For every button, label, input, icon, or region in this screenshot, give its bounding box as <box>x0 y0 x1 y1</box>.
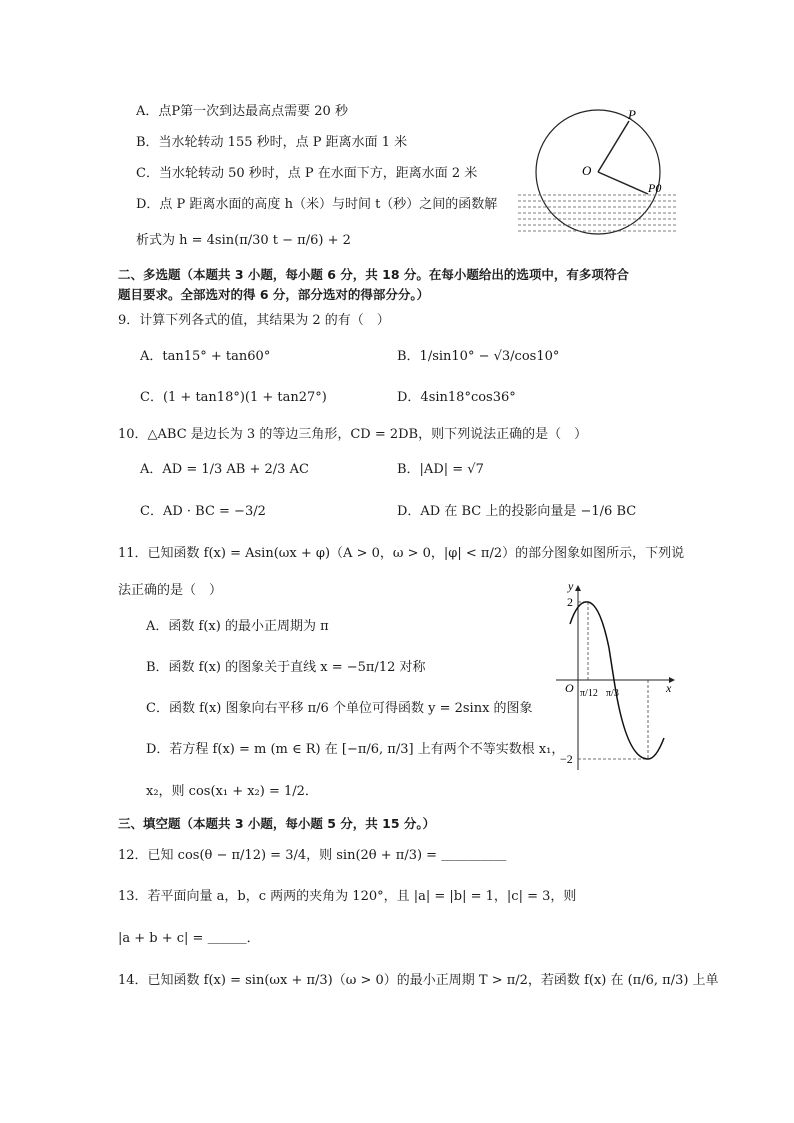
graph-y-label: y <box>568 579 574 593</box>
q8-option-d-line1: D．点 P 距离水面的高度 h（米）与时间 t（秒）之间的函数解 <box>136 197 498 212</box>
q10-option-b: B．|AD| = √7 <box>397 462 484 477</box>
q11-option-d-line2: x₂，则 cos(x₁ + x₂) = 1/2． <box>146 784 318 799</box>
q11-stem-line1: 11．已知函数 f(x) = Asin(ωx + φ)（A > 0，ω > 0，|φ| < π/2）的部分图象如图所示，下列说 <box>118 546 685 561</box>
water-wheel-figure <box>514 100 680 236</box>
q10-option-d: D．AD 在 BC 上的投影向量是 −1/6 BC <box>397 504 637 519</box>
q8-option-d-line2: 析式为 h = 4sin(π/30 t − π/6) + 2 <box>136 233 351 248</box>
graph-y-min: −2 <box>560 752 573 766</box>
q14-text: 14．已知函数 f(x) = sin(ωx + π/3)（ω > 0）的最小正周期 T > π/2，若函数 f(x) 在 (π/6, π/3) 上单 <box>118 973 719 988</box>
graph-tick-pi3: π/3 <box>606 688 619 699</box>
section2-title-line1: 二、多选题（本题共 3 小题，每小题 6 分，共 18 分。在每小题给出的选项中，有多项符合 <box>118 267 629 282</box>
q11-option-b: B．函数 f(x) 的图象关于直线 x = −5π/12 对称 <box>146 660 426 675</box>
q9-stem: 9．计算下列各式的值，其结果为 2 的有（ ） <box>118 313 390 328</box>
q10-stem: 10．△ABC 是边长为 3 的等边三角形，CD = 2DB，则下列说法正确的是（ ） <box>118 427 588 442</box>
q12-text: 12．已知 cos(θ − π/12) = 3/4，则 sin(2θ + π/3) = ＿＿＿＿＿ <box>118 848 507 863</box>
q9-option-b: B．1/sin10° − √3/cos10° <box>397 349 560 364</box>
q9-option-c: C．(1 + tan18°)(1 + tan27°) <box>140 390 327 405</box>
q11-option-c: C．函数 f(x) 图象向右平移 π/6 个单位可得函数 y = 2sinx 的图象 <box>146 701 533 716</box>
graph-y-max: 2 <box>567 595 573 609</box>
label-p: P <box>628 107 636 122</box>
graph-tick-pi12: π/12 <box>580 688 598 699</box>
q11-option-a: A．函数 f(x) 的最小正周期为 π <box>146 619 329 634</box>
q13-text-line1: 13．若平面向量 a，b，c 两两的夹角为 120°，且 |a| = |b| = 1，|c| = 3，则 <box>118 889 577 904</box>
q8-option-b: B．当水轮转动 155 秒时，点 P 距离水面 1 米 <box>136 135 408 150</box>
q9-option-d: D．4sin18°cos36° <box>397 390 516 405</box>
q11-option-d-line1: D．若方程 f(x) = m (m ∈ R) 在 [−π/6, π/3] 上有两个不等实数根 x₁， <box>146 742 565 757</box>
q9-option-a: A．tan15° + tan60° <box>140 349 271 364</box>
q13-text-line2: |a + b + c| = ＿＿＿． <box>118 931 260 946</box>
q11-stem-line2: 法正确的是（ ） <box>118 583 223 598</box>
graph-x-label: x <box>666 681 672 695</box>
q11-graph <box>548 578 682 772</box>
q10-option-c: C．AD · BC = −3/2 <box>140 504 266 519</box>
label-p0: P0 <box>648 181 662 195</box>
q8-option-a: A．点P第一次到达最高点需要 20 秒 <box>136 104 348 119</box>
q8-option-c: C．当水轮转动 50 秒时，点 P 在水面下方，距离水面 2 米 <box>136 166 478 181</box>
graph-origin: O <box>565 681 574 695</box>
label-o: O <box>582 163 592 178</box>
section3-title: 三、填空题（本题共 3 小题，每小题 5 分，共 15 分。） <box>118 816 436 831</box>
q10-option-a: A．AD = 1/3 AB + 2/3 AC <box>140 462 309 477</box>
section2-title-line2: 题目要求。全部选对的得 6 分，部分选对的得部分分。） <box>118 287 430 302</box>
